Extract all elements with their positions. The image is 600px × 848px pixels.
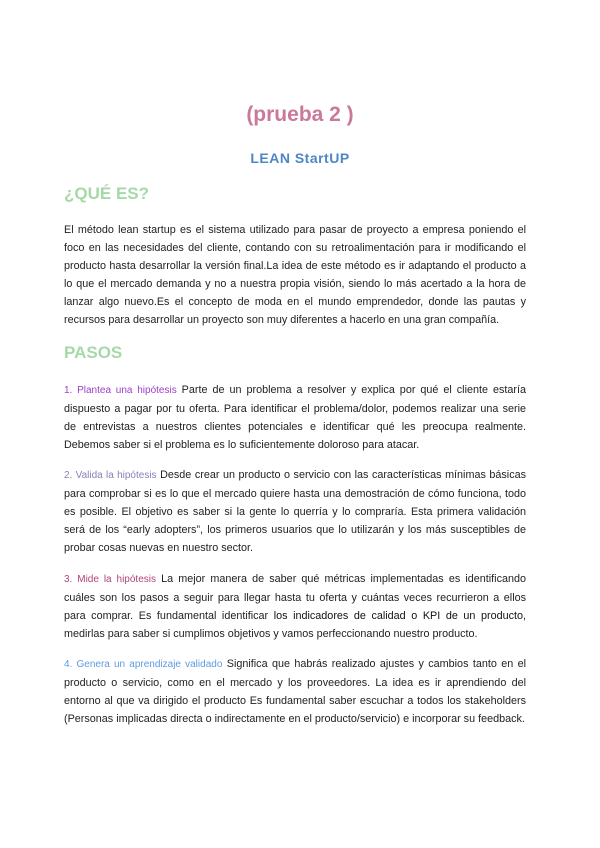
step-3-text-before: La mejor manera de saber qué métricas implementadas es identificando cuáles son los pasos a seguir para llegar hasta tu oferta y cuántas veces recurrieron a ellos para comprar. Es fundamental identificar	[64, 573, 526, 622]
step-2-paragraph	[64, 466, 526, 557]
step-1-paragraph	[64, 381, 526, 454]
intro-paragraph: El método lean startup es el sistema utilizado para pasar de proyecto a empresa poniendo el foco en las necesidades del cliente, contando con su retroalimentación para ir modificando el producto hasta desarrollar la versión final.La idea de este método es ir adaptando el producto a lo que el mercado demanda y no a nuestra propia visión, siendo lo más acertado a la hora de lanzar algo nuevo.Es el concepto de moda en el mundo emprendedor, donde las pautas y recursos para desarrollar un proyecto son muy diferentes a hacerlo en una gran compañía.	[64, 224, 526, 326]
step-2-label: 2. Valida la hipótesis	[64, 470, 157, 481]
document-title: (prueba 2 )	[246, 103, 354, 126]
step-3-paragraph	[64, 570, 526, 643]
section-heading-pasos: PASOS	[64, 343, 123, 362]
step-3-emphasis: los indicadores de calidad o KPI de un producto	[273, 610, 524, 622]
step-3-text-after: , medirlas para saber si cumplimos objetivos y vamos perfeccionando nuestro producto.	[64, 610, 527, 640]
step-1-label: 1. Plantea una hipótesis	[64, 385, 177, 396]
document-subtitle: LEAN StartUP	[250, 150, 350, 166]
section-heading-que-es: ¿QUÉ ES?	[64, 184, 150, 203]
step-1-text: Parte de un problema a resolver y explica por qué el cliente estaría dispuesto a pagar por tu oferta. Para identificar el problema/dolor, podemos realizar una serie de entrevistas a nuestros clientes potenciales e identificar qué les preocupa realmente. Debemos saber si el problema es lo suficientemente doloroso para atacar.	[64, 384, 526, 451]
step-4-paragraph	[64, 655, 526, 728]
step-3-label: 3. Mide la hipótesis	[64, 574, 156, 585]
step-2-text: Desde crear un producto o servicio con las características mínimas básicas para comprobar si es lo que el mercado quiere hasta una demostración de cómo funciona, todo es posible. El objetivo es saber si la gente lo querría y lo compraría. Esta primera validación será de los “early adopters”, los primeros usuarios que lo utilizarán y los más susceptibles de probar cosas nuevas en nuestro sector.	[64, 469, 526, 554]
step-4-label: 4. Genera un aprendizaje validado	[64, 659, 223, 670]
step-4-text: Significa que habrás realizado ajustes y cambios tanto en el producto o servicio, como en el mercado y los proveedores. La idea es ir aprendiendo del entorno al que va dirigido el producto Es fundamental saber escuchar a todos los stakeholders (Personas implicadas directa o indirectamente en el producto/servicio) e incorporar su feedback.	[64, 658, 527, 725]
